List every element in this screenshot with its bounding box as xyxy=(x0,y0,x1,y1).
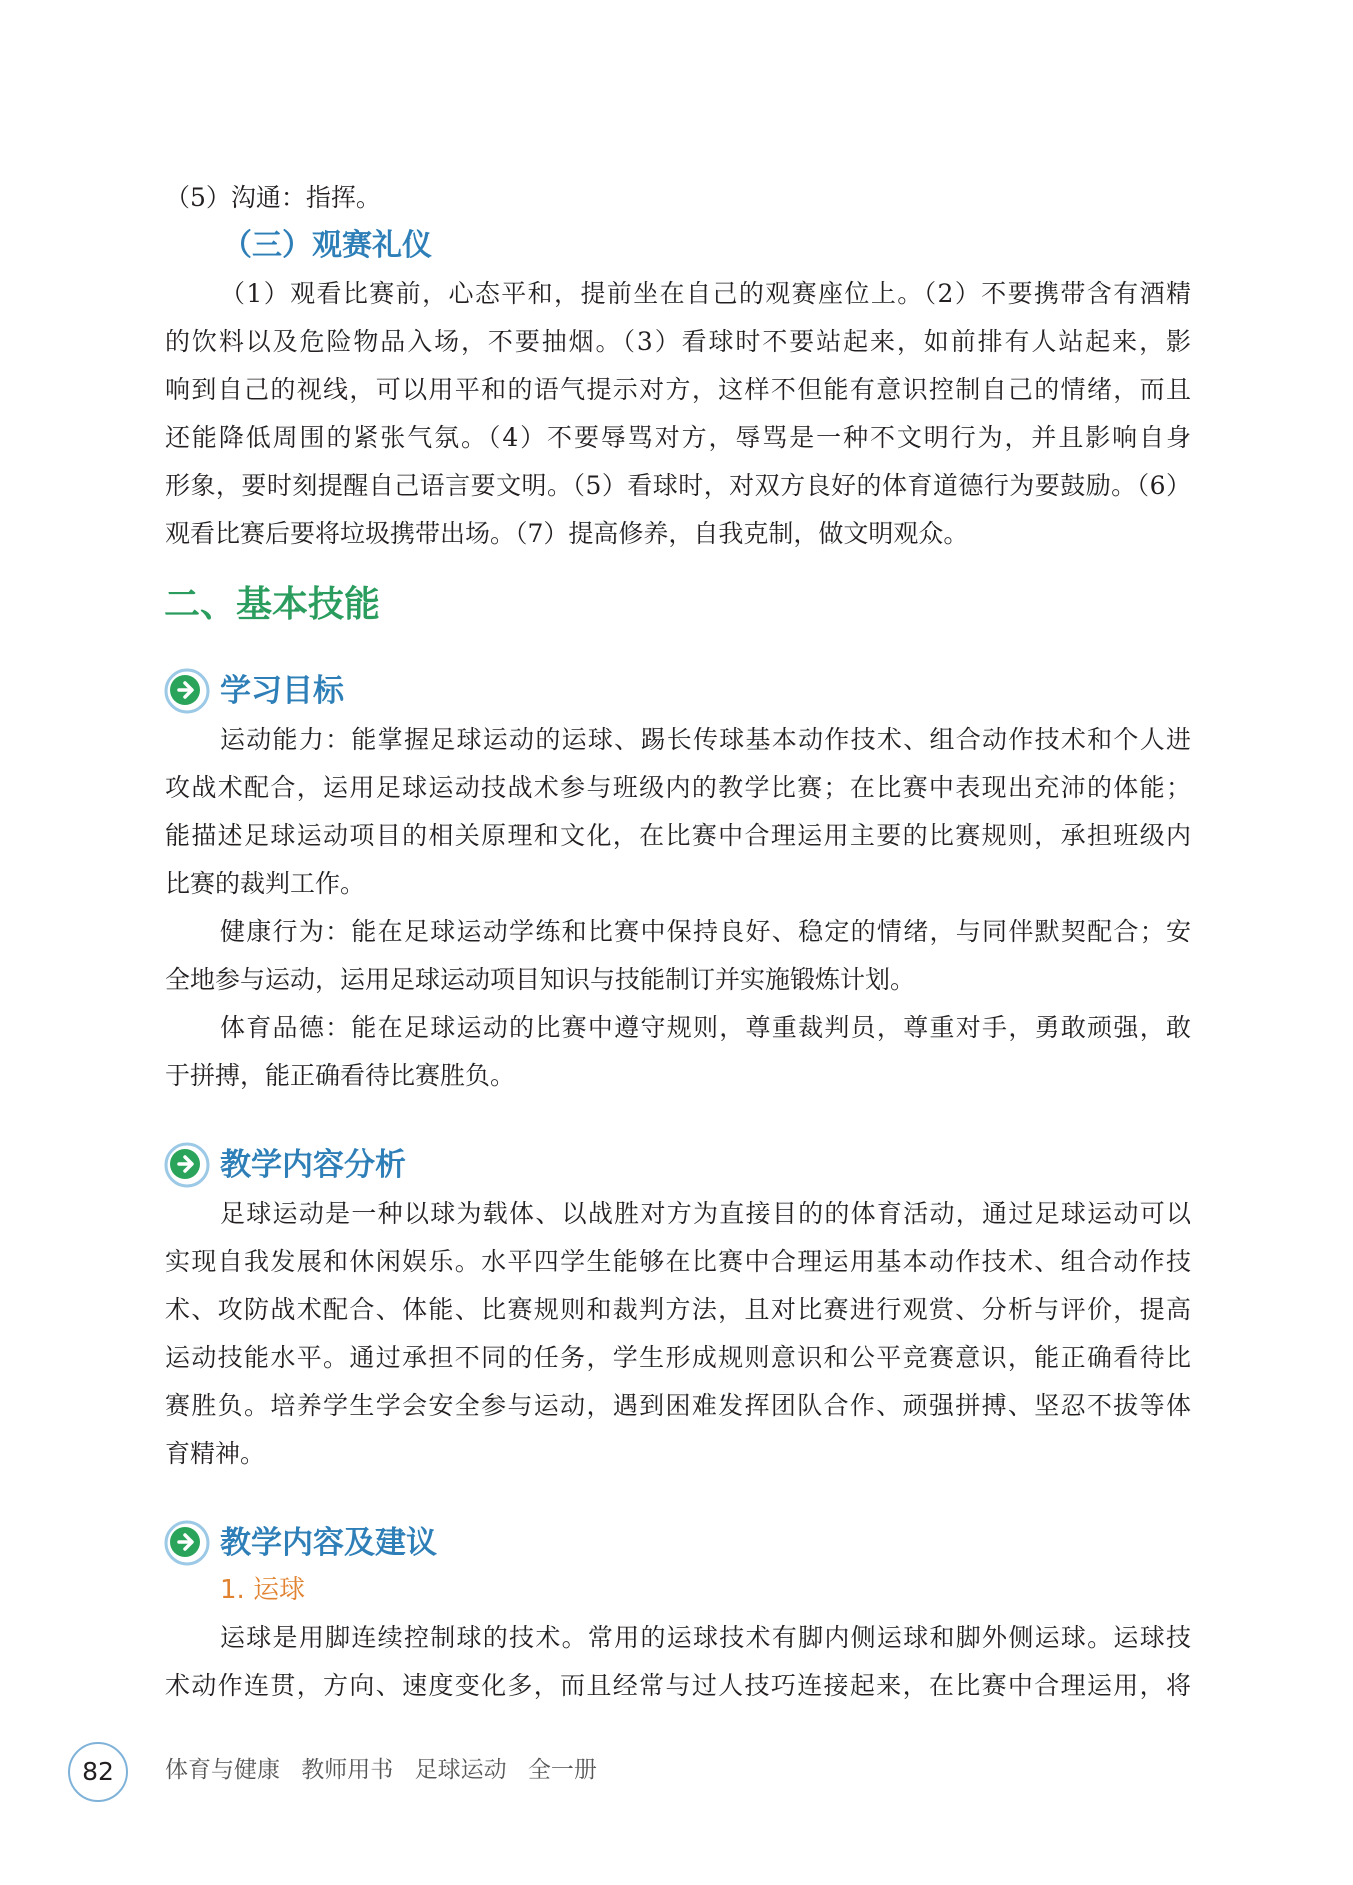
paragraph-line: （5）沟通：指挥。 xyxy=(165,183,381,212)
paragraph-line: 还能降低周围的紧张气氛。（4）不要辱骂对方，辱骂是一种不文明行为，并且影响自身 xyxy=(165,423,1191,452)
paragraph-line: 运球是用脚连续控制球的技术。常用的运球技术有脚内侧运球和脚外侧运球。运球技 xyxy=(220,1623,1191,1652)
arrow-badge-icon xyxy=(164,1520,210,1566)
page-number: 82 xyxy=(68,1742,128,1802)
footer-book-title: 体育与健康 教师用书 足球运动 全一册 xyxy=(165,1757,597,1783)
dribble-heading: 1. 运球 xyxy=(220,1575,306,1605)
paragraph-line: 能描述足球运动项目的相关原理和文化，在比赛中合理运用主要的比赛规则，承担班级内 xyxy=(165,821,1191,850)
paragraph-line: 响到自己的视线，可以用平和的语气提示对方，这样不但能有意识控制自己的情绪，而且 xyxy=(165,375,1191,404)
paragraph-line: 足球运动是一种以球为载体、以战胜对方为直接目的的体育活动，通过足球运动可以 xyxy=(220,1199,1191,1228)
paragraph-line: 实现自我发展和休闲娱乐。水平四学生能够在比赛中合理运用基本动作技术、组合动作技 xyxy=(165,1247,1191,1276)
chapter-heading: 二、基本技能 xyxy=(164,584,381,625)
paragraph-line: 于拼搏，能正确看待比赛胜负。 xyxy=(165,1061,516,1090)
paragraph-line: 运动技能水平。通过承担不同的任务，学生形成规则意识和公平竞赛意识，能正确看待比 xyxy=(165,1343,1191,1372)
paragraph-line: 术、攻防战术配合、体能、比赛规则和裁判方法，且对比赛进行观赏、分析与评价，提高 xyxy=(165,1295,1191,1324)
goals-heading-label: 学习目标 xyxy=(220,673,344,709)
paragraph-line: 的饮料以及危险物品入场，不要抽烟。（3）看球时不要站起来，如前排有人站起来，影 xyxy=(165,327,1191,356)
suggestions-heading-label: 教学内容及建议 xyxy=(220,1525,437,1561)
paragraph-line: 观看比赛后要将垃圾携带出场。（7）提高修养，自我克制，做文明观众。 xyxy=(165,519,969,548)
paragraph-line: 育精神。 xyxy=(165,1439,266,1468)
arrow-badge-icon xyxy=(164,668,210,714)
paragraph-line: 赛胜负。培养学生学会安全参与运动，遇到困难发挥团队合作、顽强拼搏、坚忍不拔等体 xyxy=(165,1391,1191,1420)
paragraph-line: 体育品德：能在足球运动的比赛中遵守规则，尊重裁判员，尊重对手，勇敢顽强，敢 xyxy=(220,1013,1191,1042)
arrow-badge-icon xyxy=(164,1142,210,1188)
paragraph-line: 健康行为：能在足球运动学练和比赛中保持良好、稳定的情绪，与同伴默契配合；安 xyxy=(220,917,1191,946)
paragraph-line: 全地参与运动，运用足球运动项目知识与技能制订并实施锻炼计划。 xyxy=(165,965,916,994)
paragraph-line: 形象，要时刻提醒自己语言要文明。（5）看球时，对双方良好的体育道德行为要鼓励。（6） xyxy=(165,471,1191,500)
section-heading-etiquette: （三）观赛礼仪 xyxy=(222,228,432,263)
paragraph-line: 比赛的裁判工作。 xyxy=(165,869,366,898)
paragraph-line: 术动作连贯，方向、速度变化多，而且经常与过人技巧连接起来，在比赛中合理运用，将 xyxy=(165,1671,1191,1700)
paragraph-line: 运动能力：能掌握足球运动的运球、踢长传球基本动作技术、组合动作技术和个人进 xyxy=(220,725,1191,754)
analysis-heading-label: 教学内容分析 xyxy=(220,1147,406,1183)
paragraph-line: （1）观看比赛前，心态平和，提前坐在自己的观赛座位上。（2）不要携带含有酒精 xyxy=(220,279,1191,308)
paragraph-line: 攻战术配合，运用足球运动技战术参与班级内的教学比赛；在比赛中表现出充沛的体能； xyxy=(165,773,1191,802)
